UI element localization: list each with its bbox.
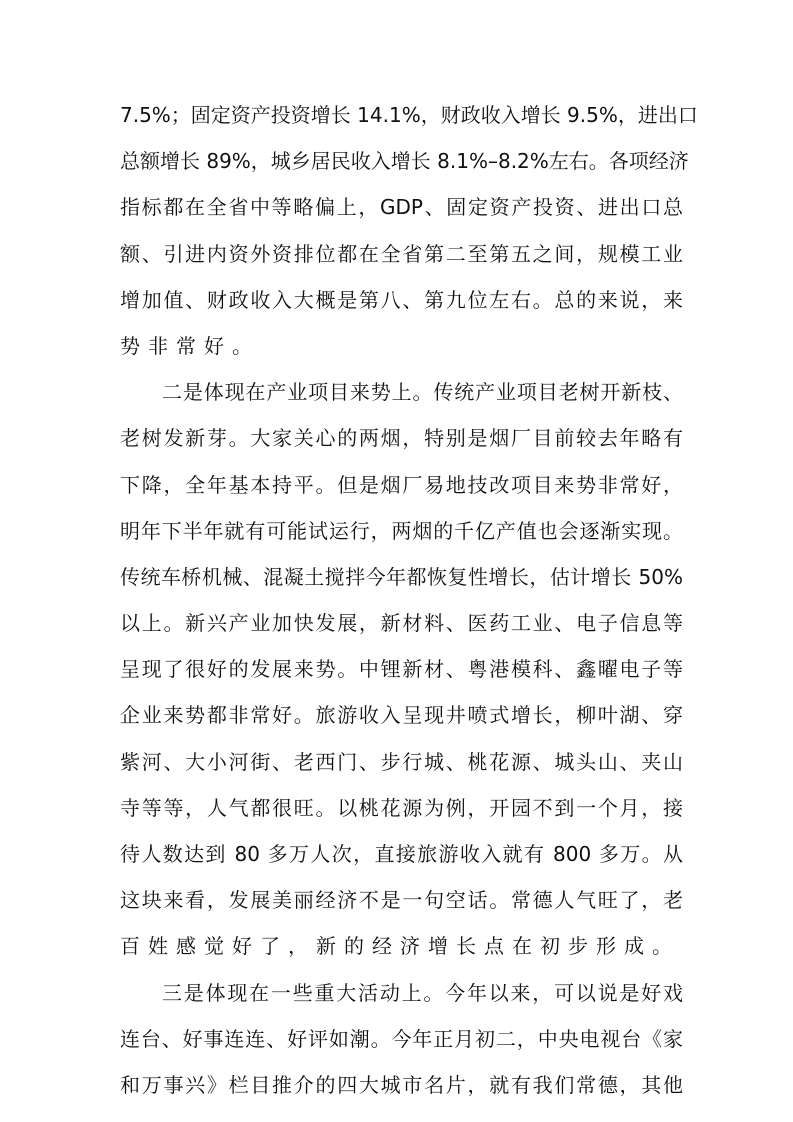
text-line: 传统车桥机械、混凝土搅拌今年都恢复性增长，估计增长 50% xyxy=(120,564,683,589)
text-line: 和万事兴》栏目推介的四大城市名片，就有我们常德，其他 xyxy=(120,1072,683,1097)
text-line: 紫河、大小河街、老西门、步行城、桃花源、城头山、夹山 xyxy=(120,749,683,774)
text-line: 企业来势都非常好。旅游收入呈现井喷式增长，柳叶湖、穿 xyxy=(120,703,683,728)
text-line: 指标都在全省中等略偏上，GDP、固定资产投资、进出口总 xyxy=(120,195,683,220)
text-line: 额、引进内资外资排位都在全省第二至第五之间，规模工业 xyxy=(120,241,683,266)
text-line: 明年下半年就有可能试运行，两烟的千亿产值也会逐渐实现。 xyxy=(120,518,683,543)
text-line: 下降，全年基本持平。但是烟厂易地技改项目来势非常好， xyxy=(120,472,683,497)
text-line: 增加值、财政收入大概是第八、第九位左右。总的来说，来 xyxy=(120,287,683,312)
paragraph-3 xyxy=(120,976,683,1115)
text-line: 寺等等，人气都很旺。以桃花源为例，开园不到一个月，接 xyxy=(120,795,683,820)
text-line: 三是体现在一些重大活动上。今年以来，可以说是好戏 xyxy=(162,980,683,1005)
document-body xyxy=(120,98,698,1114)
text-line: 老树发新芽。大家关心的两烟，特别是烟厂目前较去年略有 xyxy=(120,426,683,451)
text-line: 7.5%；固定资产投资增长 14.1%，财政收入增长 9.5%，进出口 xyxy=(120,103,698,127)
text-line: 总额增长 89%，城乡居民收入增长 8.1%–8.2%左右。各项经济 xyxy=(120,149,689,174)
text-line: 待人数达到 80 多万人次，直接旅游收入就有 800 多万。从 xyxy=(120,842,683,866)
text-line: 以上。新兴产业加快发展，新材料、医药工业、电子信息等 xyxy=(120,611,683,636)
text-line: 势非常好。 xyxy=(120,333,260,358)
text-line: 二是体现在产业项目来势上。传统产业项目老树开新枝、 xyxy=(162,380,683,405)
paragraph-1 xyxy=(120,98,698,375)
text-line: 呈现了很好的发展来势。中锂新材、粤港模科、鑫曜电子等 xyxy=(120,657,683,682)
text-line: 这块来看，发展美丽经济不是一句空话。常德人气旺了，老 xyxy=(120,888,683,913)
text-line: 连台、好事连连、好评如潮。今年正月初二，中央电视台《家 xyxy=(120,1026,683,1051)
text-line: 百姓感觉好了，新的经济增长点在初步形成。 xyxy=(120,934,680,959)
paragraph-2 xyxy=(120,375,683,975)
